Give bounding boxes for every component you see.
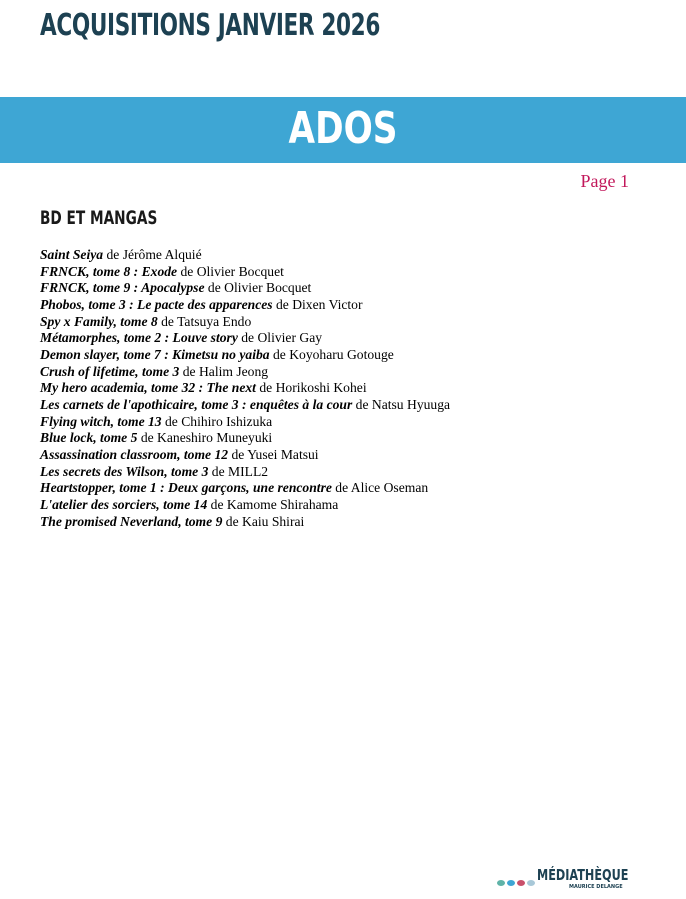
item-author: de Olivier Bocquet [204,280,312,296]
item-author: de Chihiro Ishizuka [161,413,273,429]
logo-subtitle: MAURICE DELANGE [569,884,623,890]
item-author: de Koyoharu Gotouge [269,346,394,362]
item-title: Spy x Family, tome 8 [40,313,158,329]
item-author: de Halim Jeong [179,363,269,379]
item-title: Saint Seiya [40,247,104,262]
item-author: de Yusei Matsui [228,446,319,462]
item-author: de Olivier Gay [237,330,323,346]
logo-wordmark: MÉDIATHÈQUE [537,866,629,884]
document-title: ACQUISITIONS JANVIER 2026 [40,8,380,43]
item-title: The promised Neverland, tome 9 [40,513,223,529]
item-title: Blue lock, tome 5 [40,430,138,446]
item-title: L'atelier des sorciers, tome 14 [40,496,208,512]
item-title: Demon slayer, tome 7 : Kimetsu no yaiba [40,346,270,362]
list-item [40,247,450,264]
item-title: Heartstopper, tome 1 : Deux garçons, une rencontre [40,480,332,496]
item-author: de Horikoshi Kohei [255,380,367,396]
list-item [40,347,450,364]
item-author: de Olivier Bocquet [177,263,284,279]
list-item [40,364,450,381]
item-author: de Natsu Hyuuga [352,396,451,412]
section-band [0,97,686,163]
list-item [40,380,450,397]
logo-dot [497,880,505,886]
logo-dot [517,880,525,886]
item-author: de Kamome Shirahama [207,496,339,512]
mediatheque-logo [497,866,627,894]
item-author: de MILL2 [208,463,269,479]
item-author: de Tatsuya Endo [157,313,252,329]
logo-dot [527,880,535,886]
item-title: Flying witch, tome 13 [40,413,162,429]
list-item [40,397,450,414]
item-title: Assassination classroom, tome 12 [40,446,229,462]
item-title: FRNCK, tome 9 : Apocalypse [40,280,205,296]
item-title: Les carnets de l'apothicaire, tome 3 : enquêtes à la cour [40,396,353,412]
item-author: de Dixen Victor [272,296,363,312]
item-title: My hero academia, tome 32 : The next [40,380,256,396]
logo-dots-icon [497,873,537,891]
list-item [40,280,450,297]
item-author: de Alice Oseman [331,480,429,496]
list-item [40,330,450,347]
list-item [40,264,450,281]
acquisitions-list [40,247,450,530]
list-item [40,447,450,464]
item-author: de Kaiu Shirai [222,513,305,529]
item-title: FRNCK, tome 8 : Exode [40,263,178,279]
item-title: Crush of lifetime, tome 3 [40,363,180,379]
list-item [40,314,450,331]
section-title: BD ET MANGAS [40,207,158,229]
list-item [40,297,450,314]
list-item [40,497,450,514]
list-item [40,430,450,447]
item-title: Métamorphes, tome 2 : Louve story [40,330,238,346]
list-item [40,414,450,431]
band-title: ADOS [288,103,398,154]
page-number: Page 1 [580,171,629,191]
item-title: Phobos, tome 3 : Le pacte des apparences [40,296,273,312]
list-item [40,514,450,531]
item-title: Les secrets des Wilson, tome 3 [40,463,209,479]
list-item [40,464,450,481]
item-author: de Kaneshiro Muneyuki [137,430,273,446]
list-item [40,480,450,497]
item-author: de Jérôme Alquié [103,247,202,262]
logo-dot [507,880,515,886]
